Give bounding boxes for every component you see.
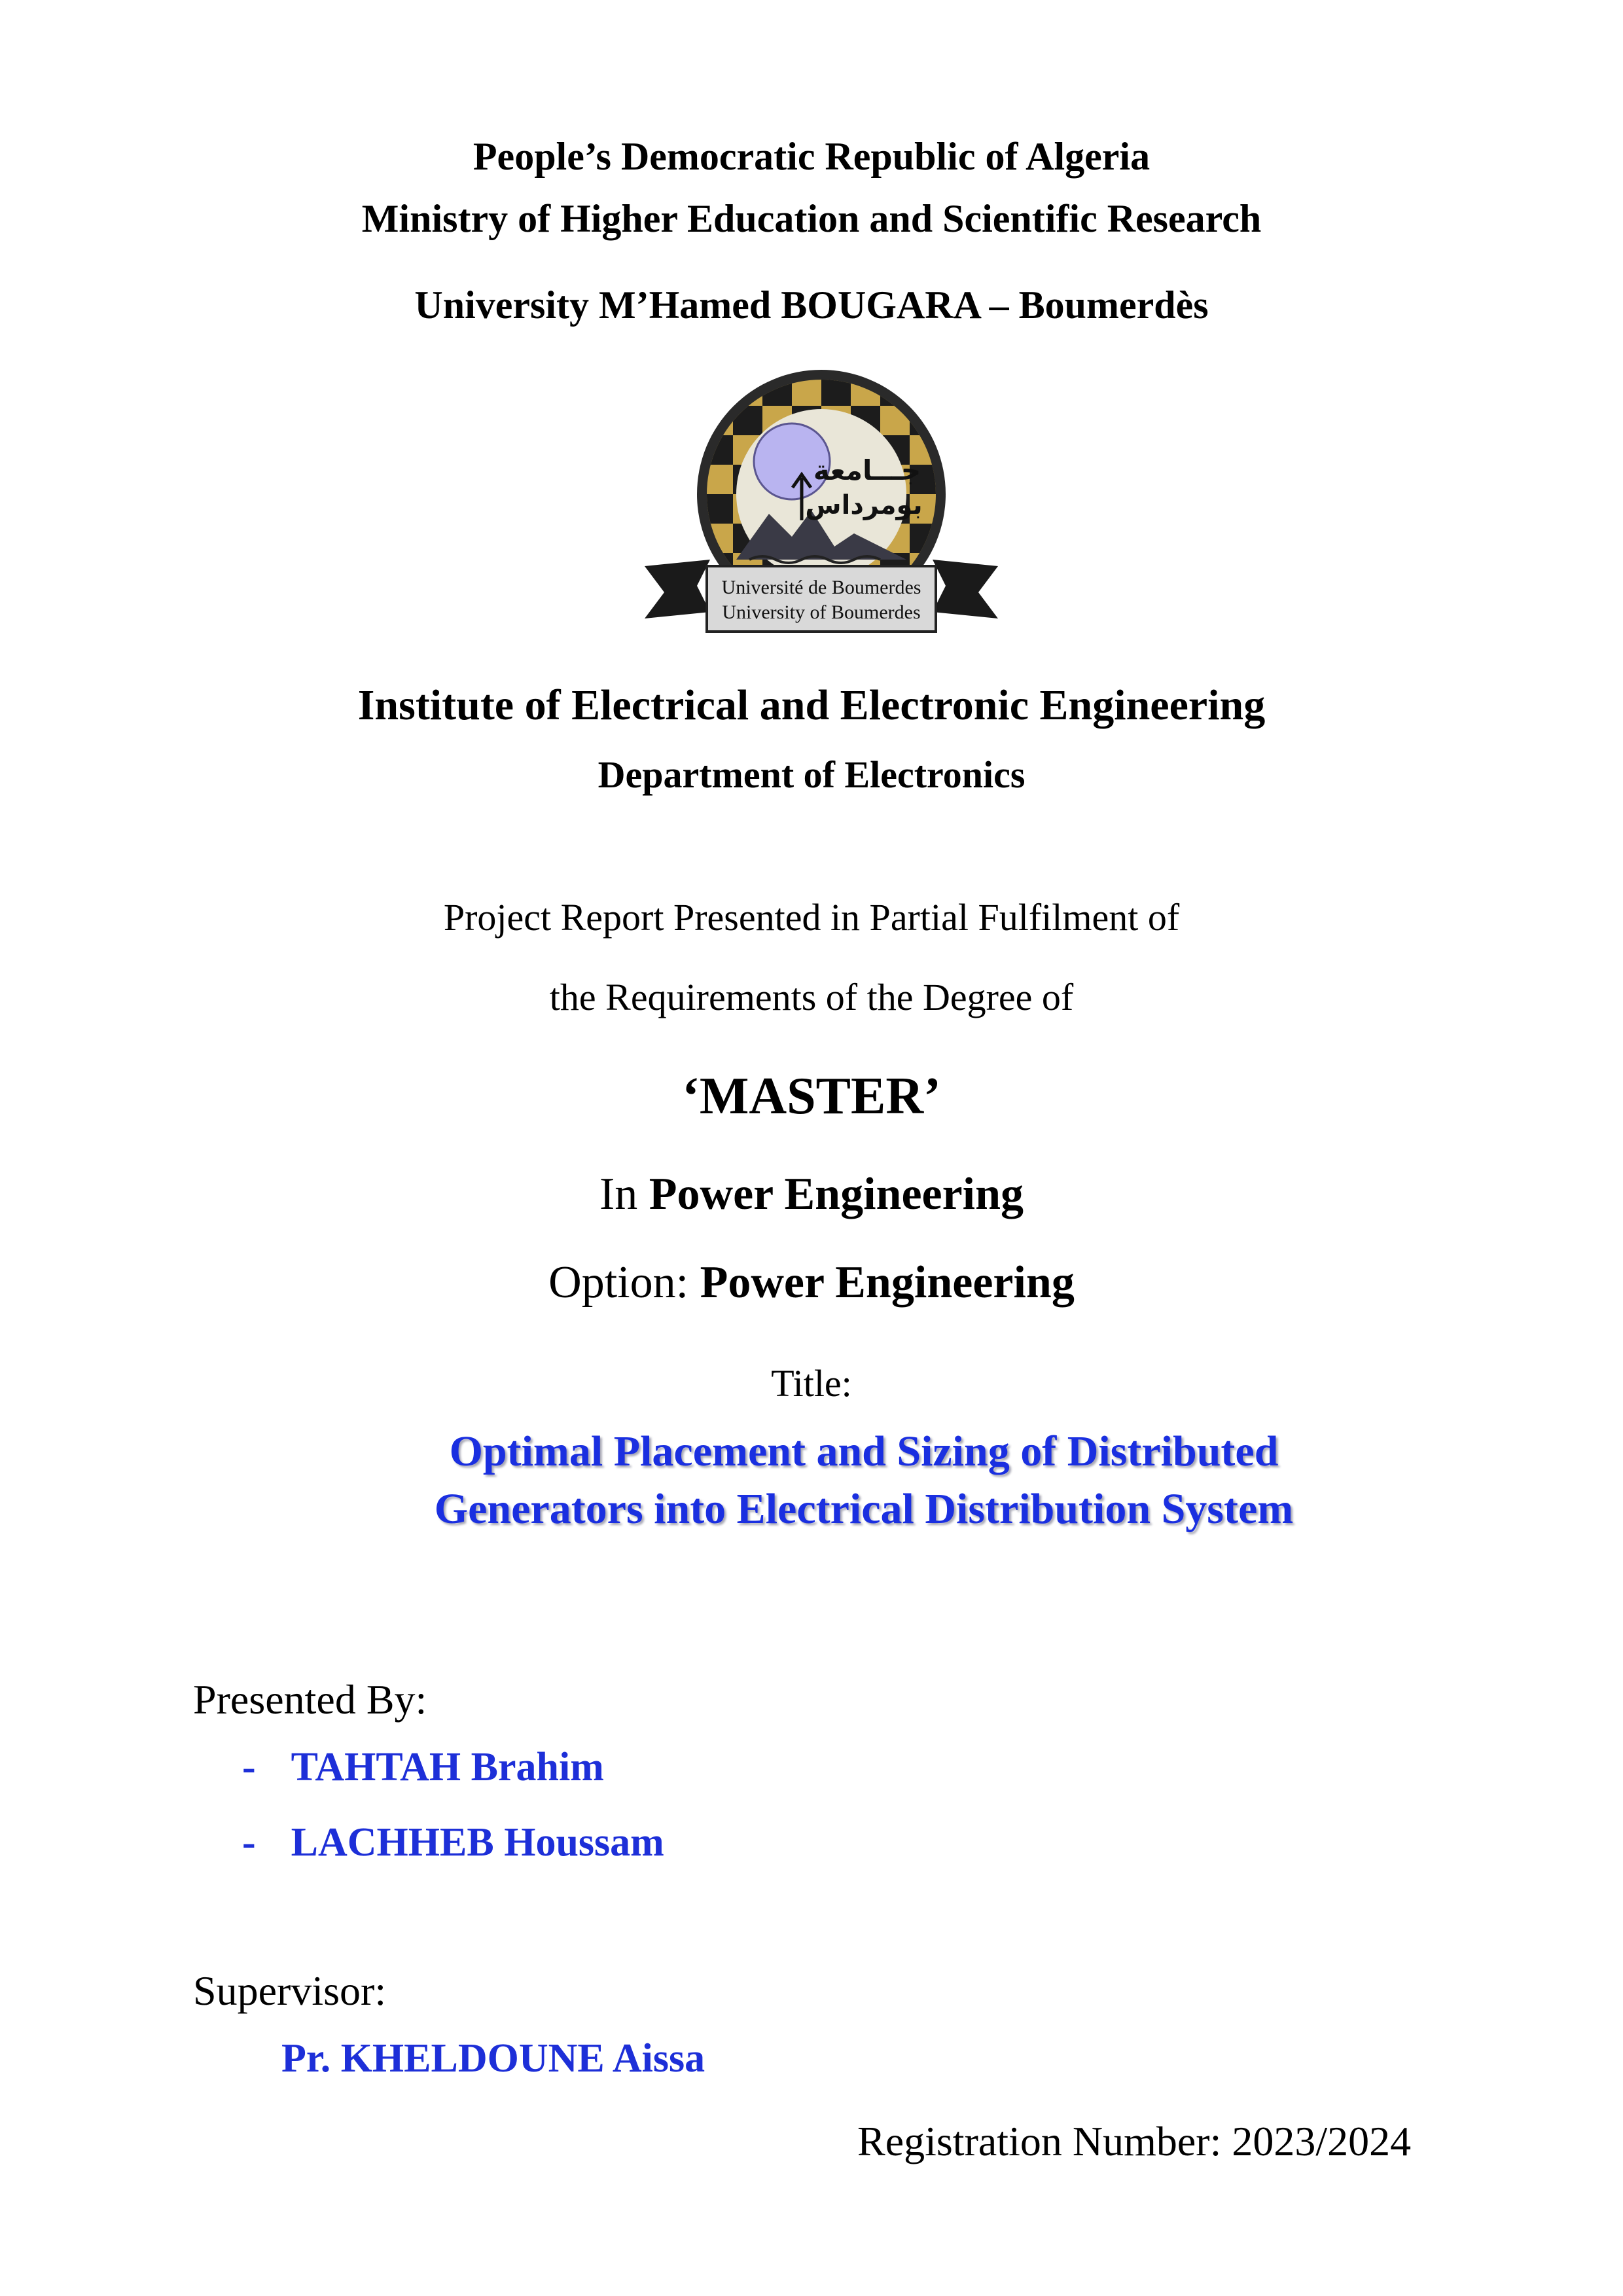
degree-name: ‘MASTER’ — [682, 1067, 941, 1125]
title-line2: Generators into Electrical Distribution System — [434, 1485, 1294, 1533]
degree-line1: Project Report Presented in Partial Fulfilment of — [443, 896, 1180, 939]
degree-option — [0, 1257, 1623, 1309]
supervisor-label: Supervisor: — [193, 1967, 387, 2014]
field-value: Power Engineering — [649, 1169, 1024, 1219]
list-dash: - — [242, 1745, 256, 1789]
author-name: LACHHEB Houssam — [291, 1820, 664, 1865]
author-item — [242, 1820, 664, 1866]
presented-by-label: Presented By: — [193, 1676, 427, 1723]
title-label: Title: — [771, 1362, 852, 1405]
list-dash: - — [242, 1820, 256, 1865]
registration-number: Registration Number: 2023/2024 — [857, 2118, 1412, 2164]
department-name: Department of Electronics — [597, 753, 1026, 796]
title-line1: Optimal Placement and Sizing of Distributed — [449, 1427, 1279, 1475]
supervisor-name: Pr. KHELDOUNE Aissa — [281, 2036, 705, 2081]
university-logo — [638, 363, 1005, 651]
logo-banner-line2: University of Boumerdes — [722, 601, 921, 623]
author-item — [242, 1744, 604, 1791]
option-prefix: Option: — [548, 1257, 689, 1308]
institute-name: Institute of Electrical and Electronic Engineering — [357, 681, 1266, 729]
degree-line2: the Requirements of the Degree of — [549, 976, 1074, 1018]
logo-banner-line1: Université de Boumerdes — [721, 577, 921, 598]
author-name: TAHTAH Brahim — [291, 1745, 604, 1789]
degree-field — [0, 1168, 1623, 1221]
ministry-heading: Ministry of Higher Education and Scientific Research — [361, 197, 1262, 240]
field-prefix: In — [599, 1169, 638, 1219]
logo-arabic-line2: بومرداس — [805, 490, 923, 520]
logo-arabic-line1: جـــامعة — [813, 454, 921, 486]
university-heading: University M’Hamed BOUGARA – Boumerdès — [414, 283, 1209, 327]
country-heading: People’s Democratic Republic of Algeria — [473, 135, 1150, 178]
option-value: Power Engineering — [700, 1257, 1075, 1308]
